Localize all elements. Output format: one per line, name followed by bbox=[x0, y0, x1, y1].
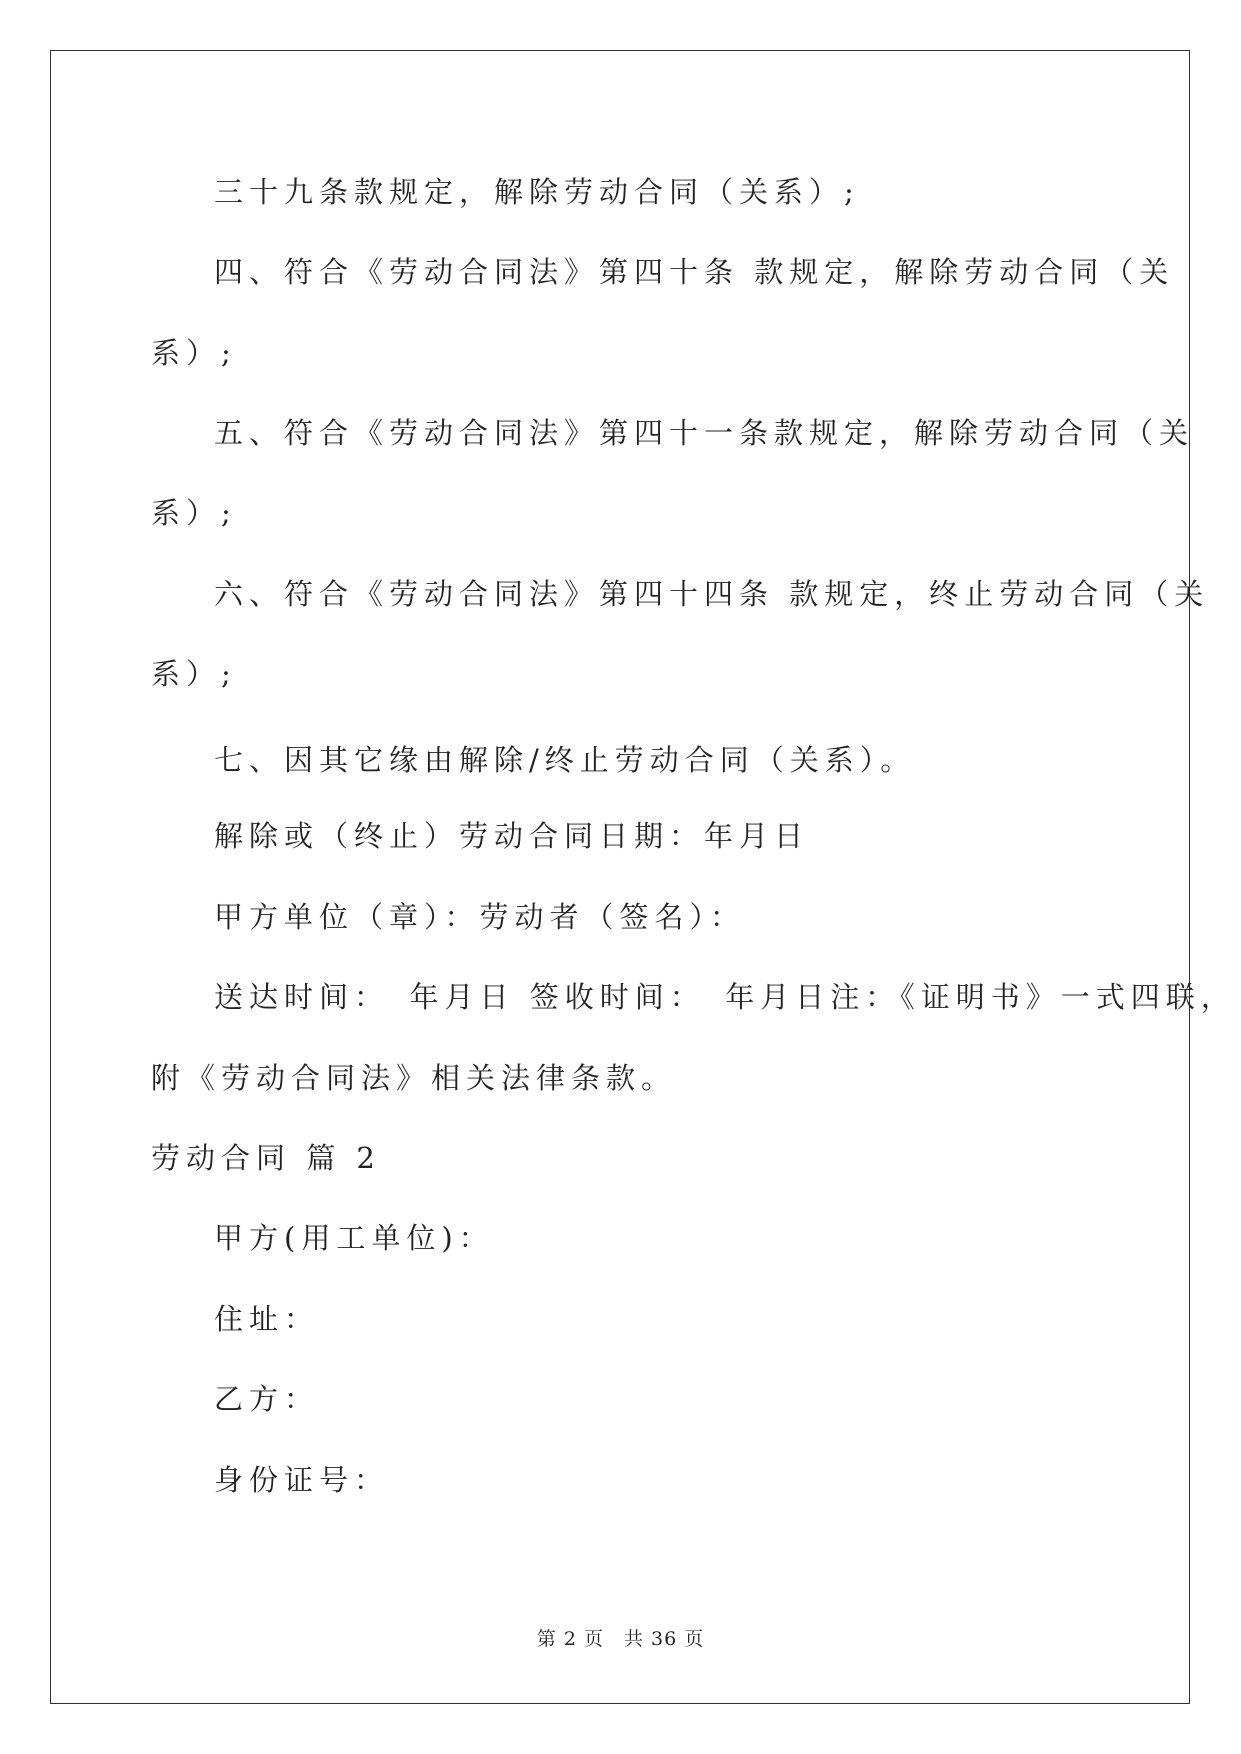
paragraph-line: 附《劳动合同法》相关法律条款。 bbox=[151, 1061, 677, 1095]
paragraph-line: 六、符合《劳动合同法》第四十四条 款规定，终止劳动合同（关 bbox=[214, 577, 1210, 611]
paragraph-line: 住址： bbox=[214, 1302, 320, 1336]
paragraph-line: 甲方(用工单位)： bbox=[214, 1221, 494, 1255]
page-frame bbox=[50, 50, 1190, 1704]
paragraph-line: 系）; bbox=[151, 496, 237, 530]
paragraph-line: 身份证号： bbox=[214, 1463, 390, 1497]
paragraph-line: 系）; bbox=[151, 657, 237, 691]
paragraph-line: 系）; bbox=[151, 336, 237, 370]
paragraph-line: 送达时间： 年月日 签收时间： 年月日注：《证明书》一式四联， bbox=[214, 980, 1236, 1014]
paragraph-line: 乙方： bbox=[214, 1382, 320, 1416]
paragraph-line: 甲方单位（章）：劳动者（签名）： bbox=[214, 900, 746, 934]
paragraph-line: 七、因其它缘由解除/终止劳动合同（关系）。 bbox=[214, 743, 916, 777]
section-heading: 劳动合同 篇 2 bbox=[151, 1141, 381, 1175]
paragraph-line: 四、符合《劳动合同法》第四十条 款规定，解除劳动合同（关 bbox=[214, 255, 1175, 289]
paragraph-line: 三十九条款规定，解除劳动合同（关系）; bbox=[214, 175, 860, 209]
page-number-footer: 第 2 页 共 36 页 bbox=[536, 1628, 705, 1650]
paragraph-line: 五、符合《劳动合同法》第四十一条款规定，解除劳动合同（关 bbox=[214, 416, 1195, 450]
paragraph-line: 解除或（终止）劳动合同日期：年月日 bbox=[214, 819, 810, 853]
